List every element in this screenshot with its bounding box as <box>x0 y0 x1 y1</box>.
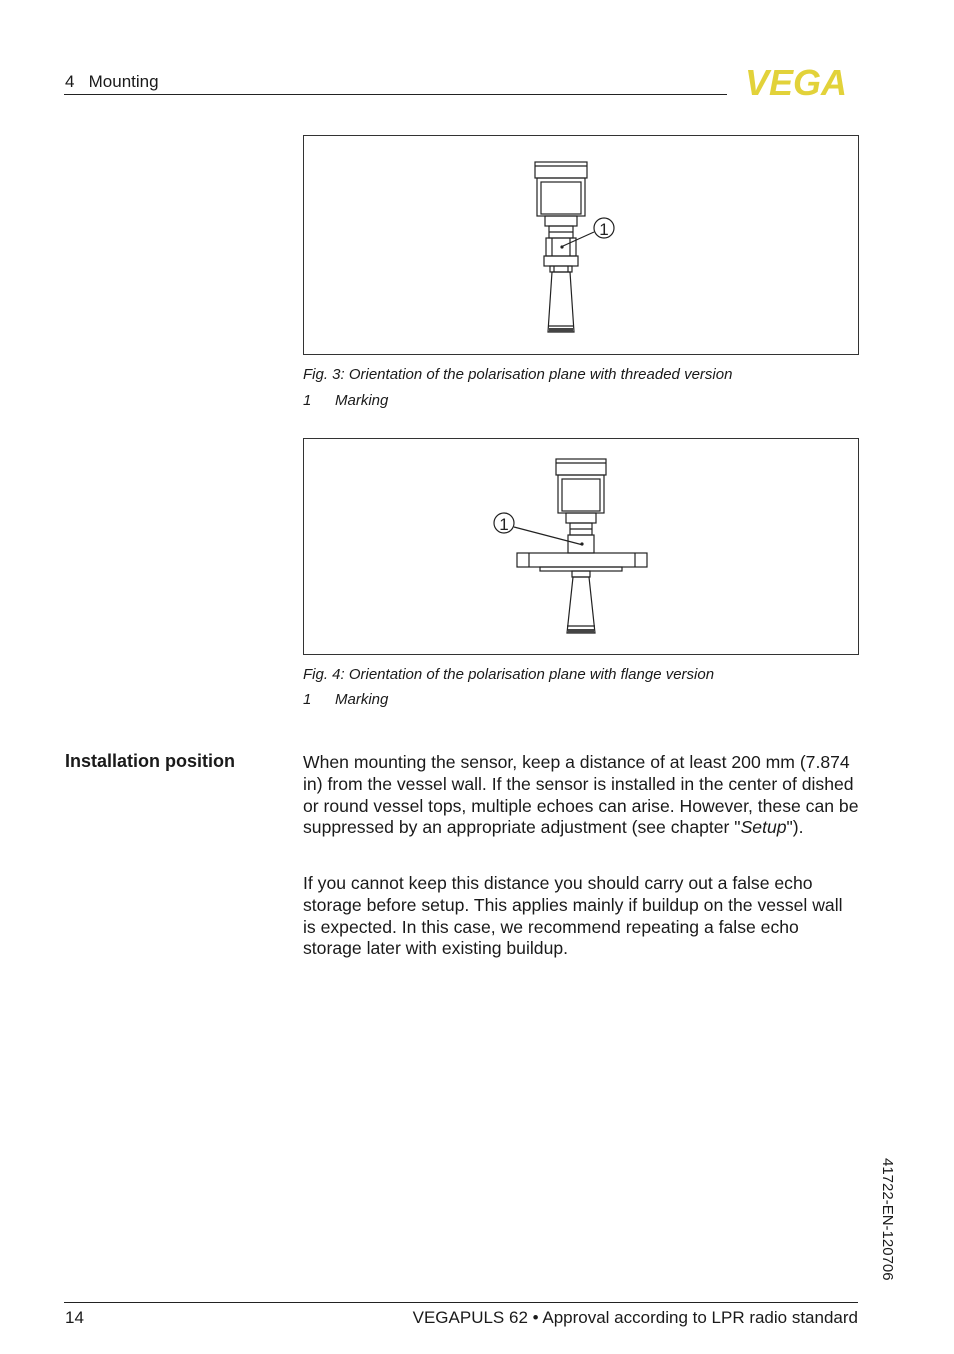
document-id-vertical <box>872 1158 898 1306</box>
callout-number: 1 <box>499 515 509 534</box>
sensor-flange-drawing <box>304 439 858 654</box>
figure-3-legend <box>303 392 388 409</box>
legend-number: 1 <box>303 392 312 409</box>
vega-logo <box>734 66 858 100</box>
page-header <box>64 66 858 100</box>
header-rule <box>64 94 727 95</box>
installation-position-heading: Installation position <box>65 751 235 771</box>
paragraph-false-echo: If you cannot keep this distance you should carry out a false echo storage before setup. This applies mainly if buildup on the vessel wall is expected. In this case, we recommend repeating a false echo storage later with existing buildup. <box>303 873 843 959</box>
paragraph-text: When mounting the sensor, keep a distance of at least 200 mm (7.874 in) from the vessel wall. If the sensor is installed in the center of dished or round vessel tops, multiple echoes can arise. However, these can be suppressed by an appropriate adjustment (see chapter " <box>303 752 859 838</box>
document-id: 41722-EN-120706 <box>879 1158 896 1281</box>
sensor-threaded-drawing <box>304 136 858 354</box>
legend-text: Marking <box>335 392 389 409</box>
page-number: 14 <box>65 1308 84 1327</box>
paragraph-text: "). <box>786 817 804 838</box>
paragraph-distance <box>303 752 859 839</box>
callout-number: 1 <box>599 220 609 239</box>
legend-number: 1 <box>303 691 312 708</box>
figure-3-caption: Fig. 3: Orientation of the polarisation plane with threaded version <box>303 366 733 383</box>
section-heading: 4 Mounting <box>65 72 159 91</box>
figure-4-legend <box>303 691 388 708</box>
figure-4-caption: Fig. 4: Orientation of the polarisation plane with flange version <box>303 666 715 683</box>
footer-rule <box>64 1302 858 1303</box>
figure-flange <box>303 438 859 655</box>
figure-threaded <box>303 135 859 355</box>
setup-chapter-reference: Setup <box>740 817 787 838</box>
legend-text: Marking <box>335 691 389 708</box>
logo-text: VEGA <box>744 66 848 100</box>
footer-title: VEGAPULS 62 • Approval according to LPR radio standard <box>412 1308 858 1327</box>
